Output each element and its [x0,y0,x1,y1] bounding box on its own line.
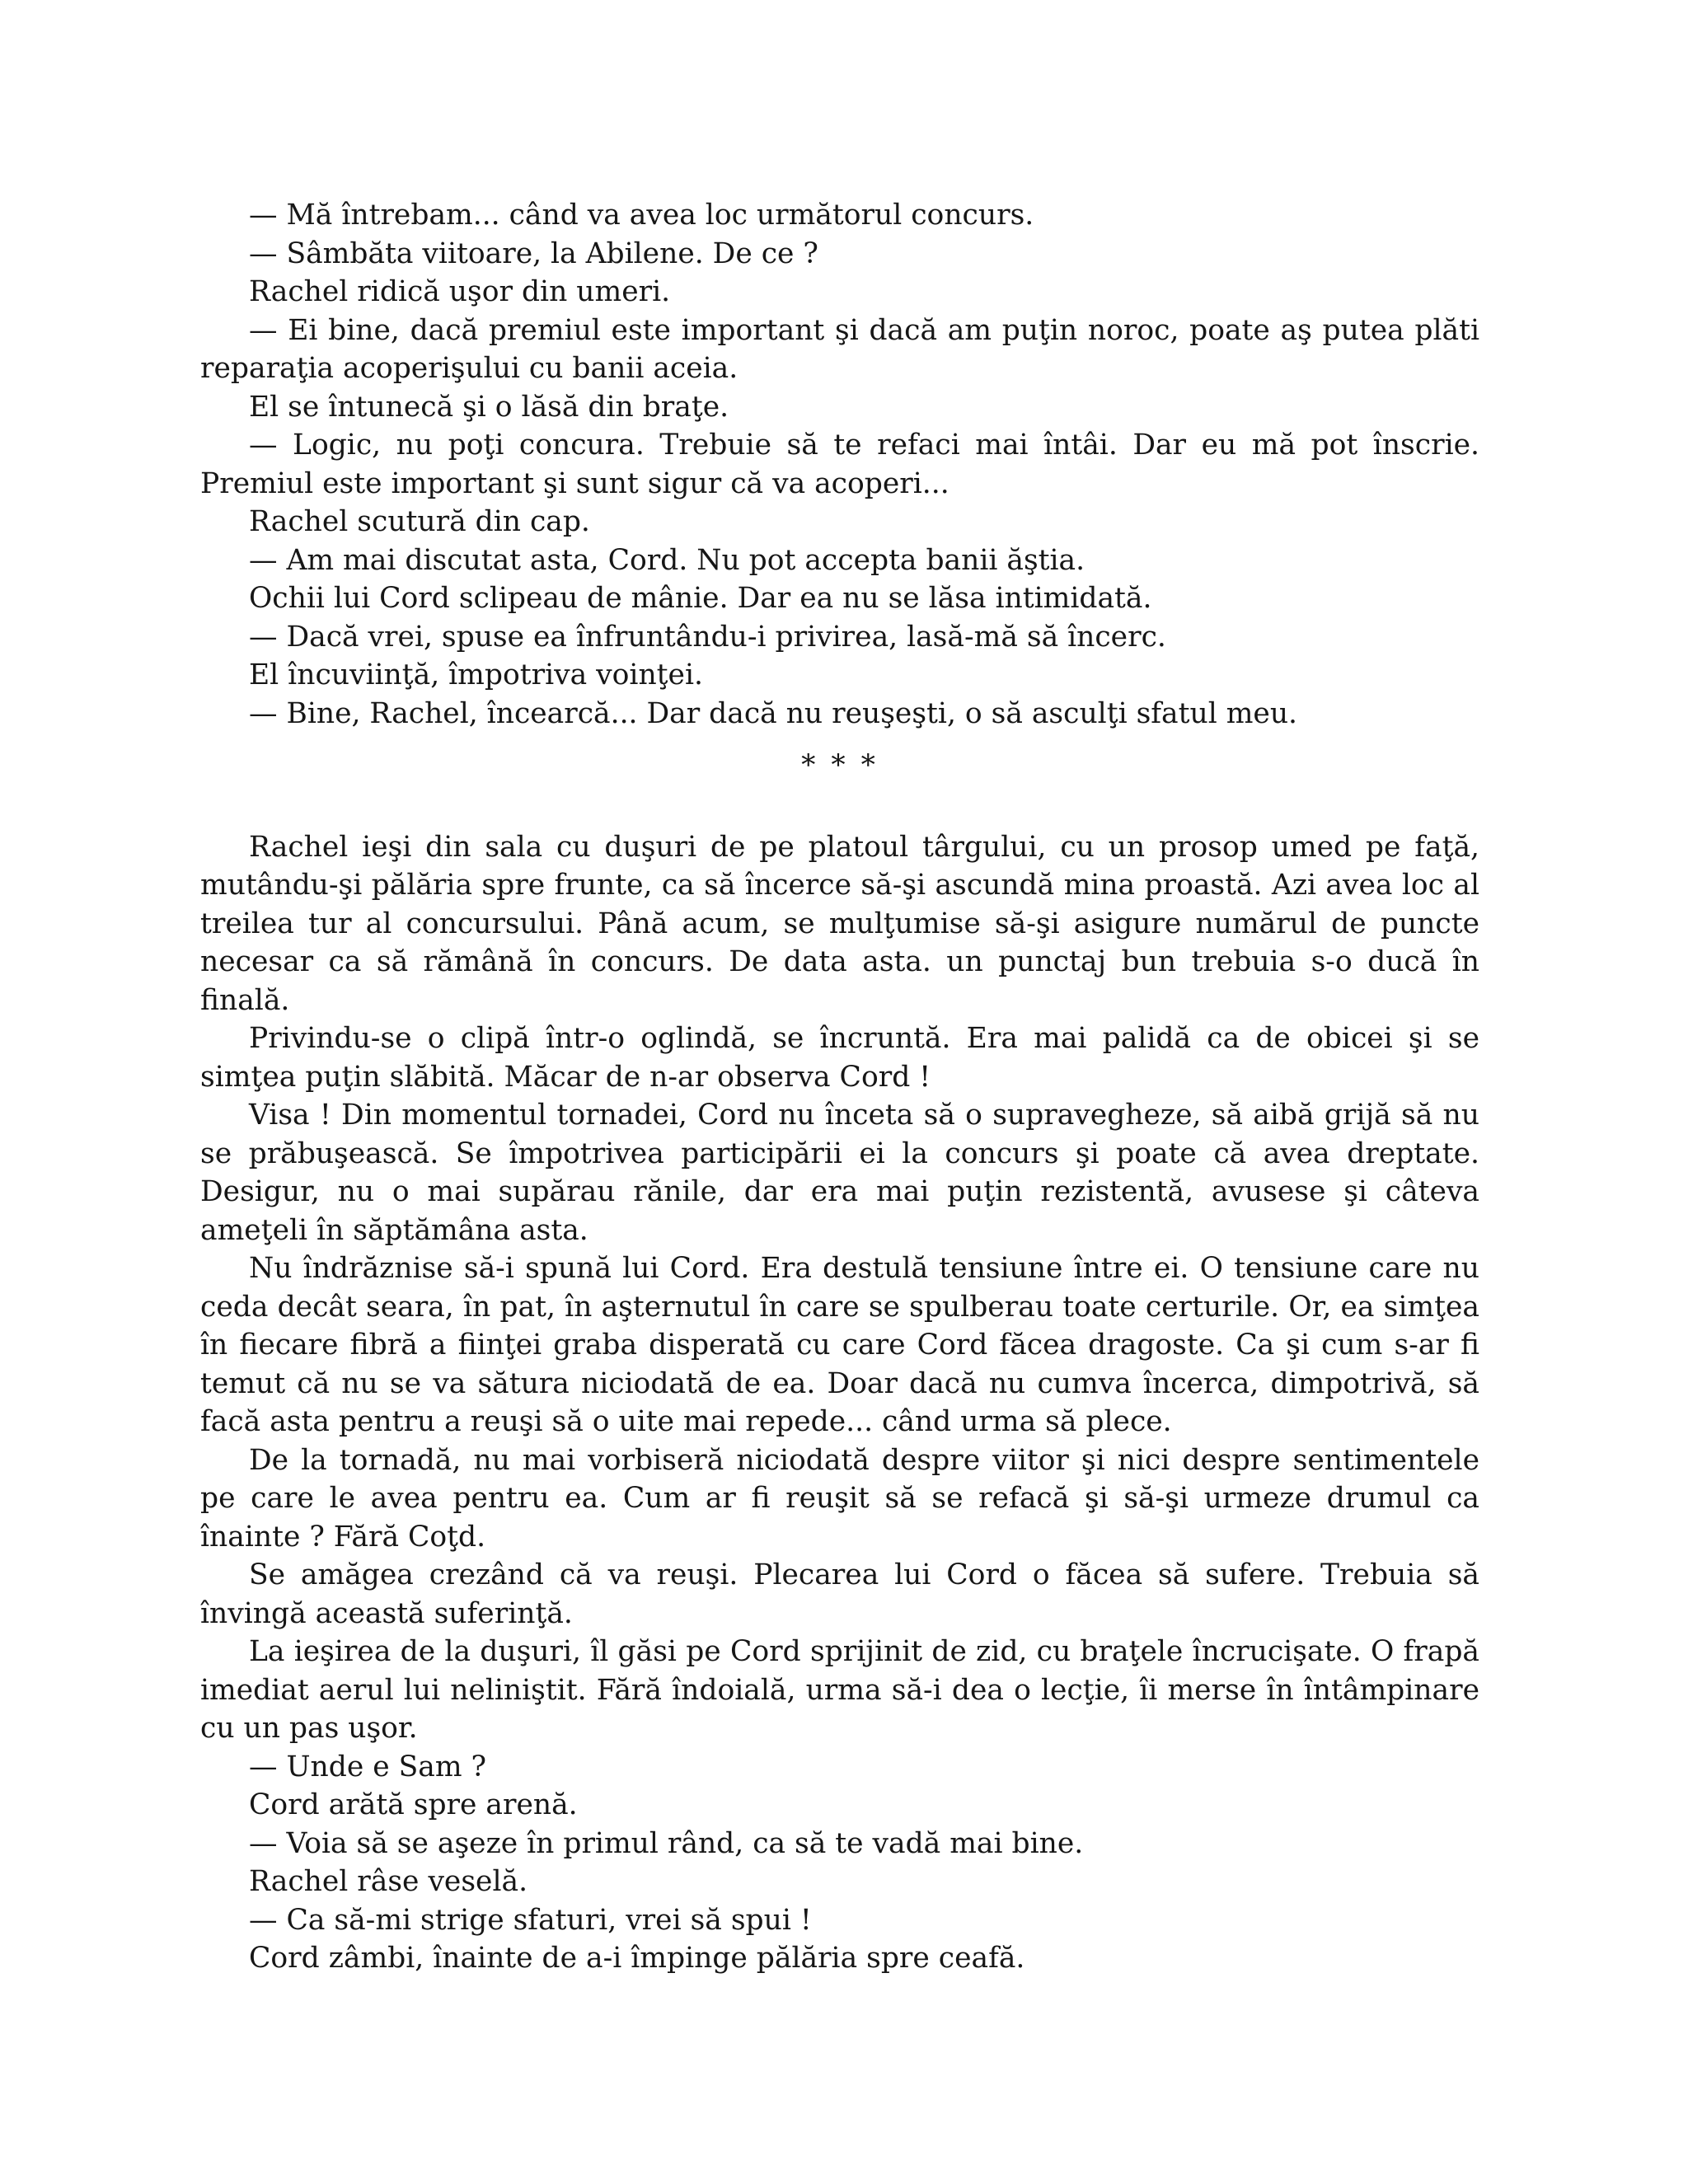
paragraph: Rachel ieşi din sala cu duşuri de pe platoul târgului, cu un prosop umed pe faţă, mutându-şi pălăria spre frunte, ca să încerce să-şi ascundă mina proastă. Azi avea loc al treilea tur al concursului. Până acum, se mulţumise să-şi asigure numărul de puncte necesar ca să rămână în concurs. De data asta. un punctaj bun trebuia s-o ducă în finală. [200,830,1479,1017]
paragraph: Rachel râse veselă. [249,1865,528,1898]
paragraph: Rachel scutură din cap. [249,505,590,538]
paragraph: — Bine, Rachel, încearcă... Dar dacă nu reuşeşti, o să asculţi sfatul meu. [249,696,1298,730]
paragraph: Cord arătă spre arenă. [249,1788,578,1821]
paragraph: Cord zâmbi, înainte de a-i împinge pălăria spre ceafă. [249,1942,1025,1975]
paragraph: — Sâmbăta viitoare, la Abilene. De ce ? [249,237,818,270]
paragraph: — Dacă vrei, spuse ea înfruntându-i privirea, lasă-mă să încerc. [249,620,1166,654]
paragraph: — Logic, nu poţi concura. Trebuie să te refaci mai întâi. Dar eu mă pot înscrie. Premiul este important şi sunt sigur că va acoperi... [200,429,1479,500]
paragraph: — Unde e Sam ? [249,1750,486,1783]
paragraph: — Voia să se aşeze în primul rând, ca să te vadă mai bine. [249,1826,1084,1860]
paragraph: — Ei bine, dacă premiul este important şi dacă am puţin noroc, poate aş putea plăti reparaţia acoperişului cu banii aceia. [200,313,1479,385]
section-separator: * * * [801,749,879,782]
paragraph: Rachel ridică uşor din umeri. [249,275,671,308]
paragraph: — Am mai discutat asta, Cord. Nu pot accepta banii ăştia. [249,543,1085,577]
paragraph: Privindu-se o clipă într-o oglindă, se încruntă. Era mai palidă ca de obicei şi se simţea puţin slăbită. Măcar de n-ar observa Cord ! [200,1022,1479,1094]
paragraph: La ieşirea de la duşuri, îl găsi pe Cord sprijinit de zid, cu braţele încrucişate. O frapă imediat aerul lui neliniştit. Fără îndoială, urma să-i dea o lecţie, îi merse în întâmpinare cu un pas uşor. [200,1635,1479,1745]
paragraph: Ochii lui Cord sclipeau de mânie. Dar ea nu se lăsa intimidată. [249,582,1152,615]
paragraph: Visa ! Din momentul tornadei, Cord nu înceta să o supravegheze, să aibă grijă să nu se prăbuşească. Se împotrivea participării ei la concurs şi poate că avea dreptate. Desigur, nu o mai supărau rănile, dar era mai puţin rezistentă, avusese şi câteva ameţeli în săptămâna asta. [200,1099,1479,1247]
paragraph: El se întunecă şi o lăsă din braţe. [249,390,729,424]
paragraph: Se amăgea crezând că va reuşi. Plecarea lui Cord o făcea să sufere. Trebuia să învingă această suferinţă. [200,1558,1479,1630]
paragraph: De la tornadă, nu mai vorbiseră niciodată despre viitor şi nici despre sentimentele pe care le avea pentru ea. Cum ar fi reuşit să se refacă şi să-şi urmeze drumul ca înainte ? Fără Coţd. [200,1443,1479,1554]
paragraph: Nu îndrăznise să-i spună lui Cord. Era destulă tensiune între ei. O tensiune care nu ceda decât seara, în pat, în aşternutul în care se spulberau toate certurile. Or, ea simţea în fiecare fibră a fiinţei graba disperată cu care Cord făcea dragoste. Ca şi cum s-ar fi temut că nu se va sătura niciodată de ea. Doar dacă nu cumva încerca, dimpotrivă, să facă asta pentru a reuşi să o uite mai repede... când urma să plece. [200,1252,1479,1438]
paragraph: El încuviinţă, împotriva voinţei. [249,658,703,691]
paragraph: — Ca să-mi strige sfaturi, vrei să spui ! [249,1903,812,1937]
paragraph: — Mă întrebam... când va avea loc următorul concurs. [249,199,1034,232]
book-page [200,196,1479,1978]
